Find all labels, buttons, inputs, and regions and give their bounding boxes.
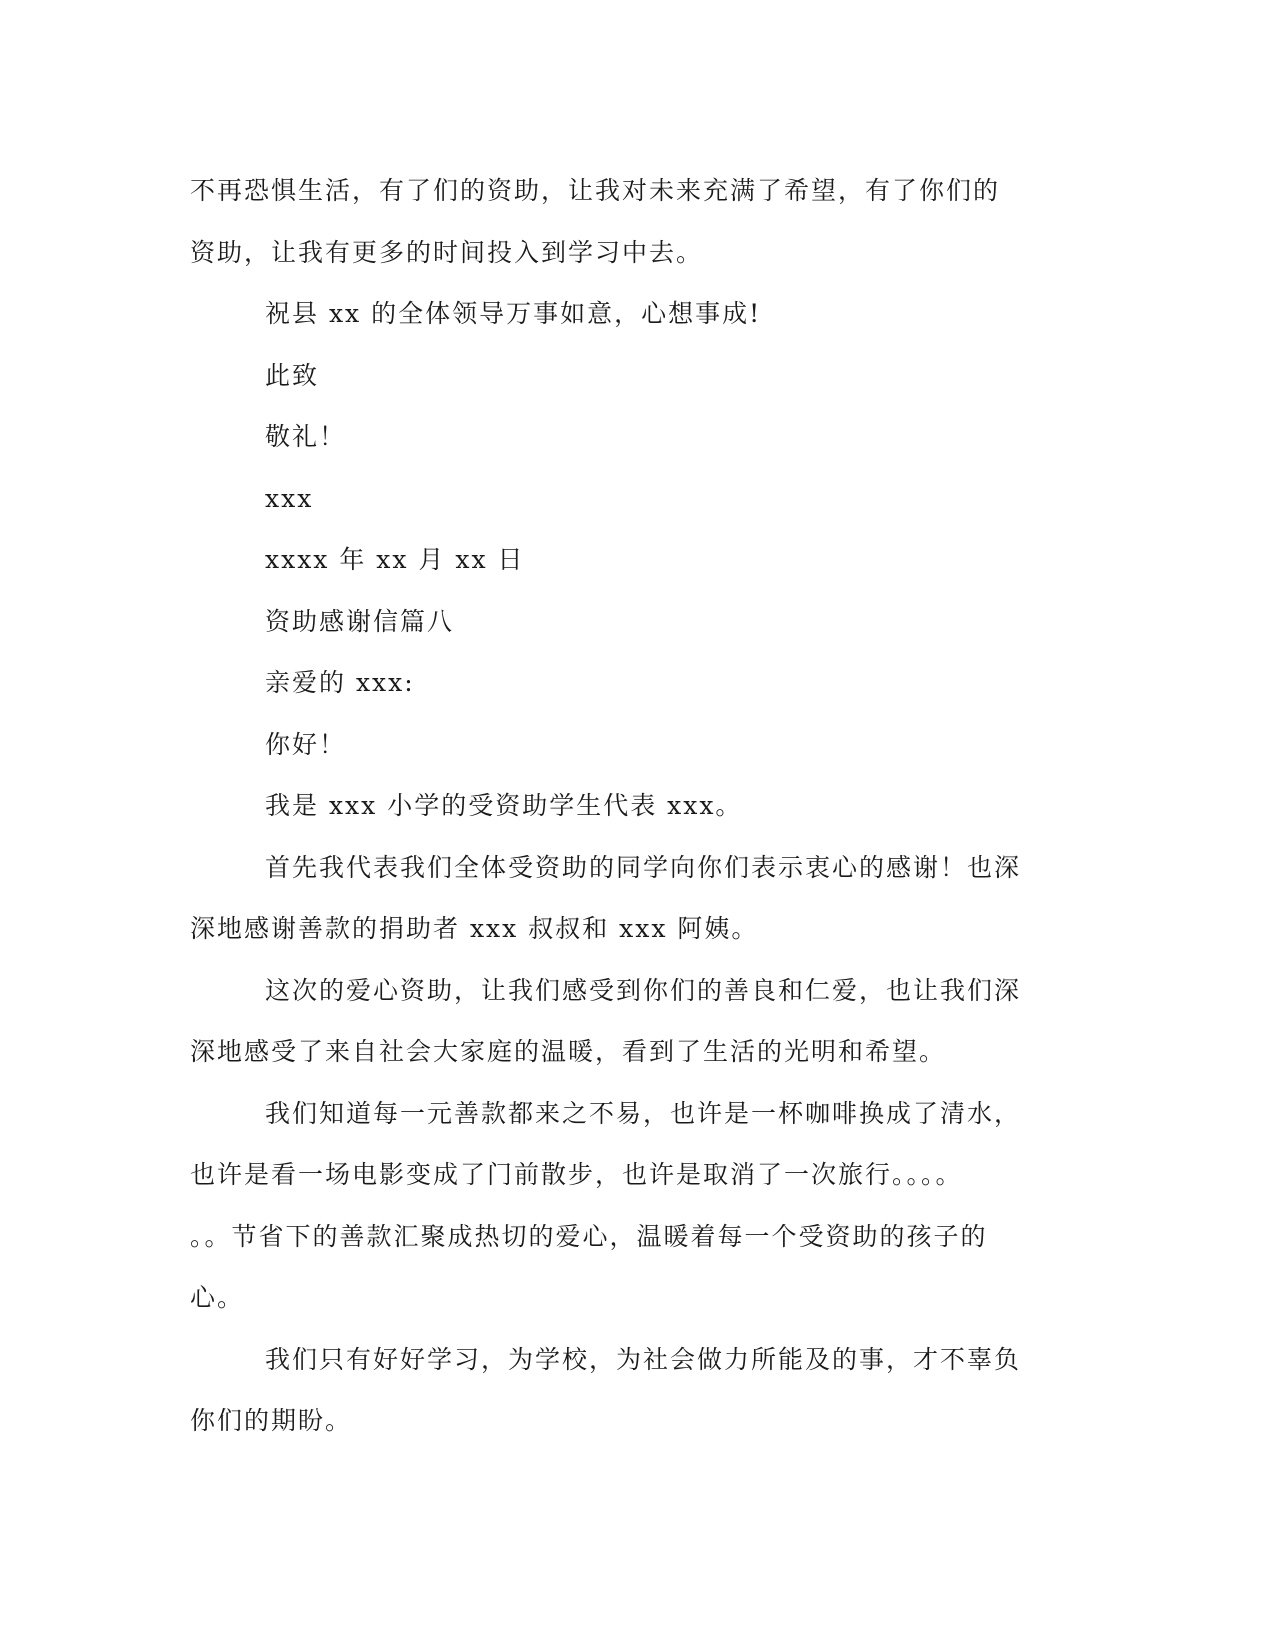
text-line: 你们的期盼。 [190, 1406, 353, 1435]
text-line: 这次的爱心资助，让我们感受到你们的善良和仁爱，也让我们深 [265, 975, 1022, 1005]
paragraph-feeling [190, 960, 1080, 1083]
text-line: 心。 [190, 1283, 245, 1312]
text-line: 资助感谢信篇八 [265, 606, 455, 636]
letter-greeting [190, 652, 1080, 714]
text-line: 祝县 xx 的全体领导万事如意，心想事成! [265, 299, 762, 328]
text-line: xxxx 年 xx 月 xx 日 [265, 545, 525, 574]
text-line: 此致 [265, 360, 320, 390]
paragraph-1 [190, 160, 1080, 283]
text-line: 敬礼！ [265, 422, 347, 451]
text-line: 也许是看一场电影变成了门前散步，也许是取消了一次旅行。。。。 [190, 1160, 963, 1189]
paragraph-commitment [190, 1329, 1080, 1452]
signature-name [190, 468, 1080, 530]
text-line: 。。节省下的善款汇聚成热切的爱心，温暖着每一个受资助的孩子的 [190, 1221, 988, 1251]
text-line: 我们知道每一元善款都来之不易，也许是一杯咖啡换成了清水， [265, 1098, 1022, 1128]
signature-date [190, 529, 1080, 591]
paragraph-thanks [190, 837, 1080, 960]
section-heading [190, 591, 1080, 653]
document-body [190, 160, 1080, 1452]
paragraph-introduction [190, 775, 1080, 837]
paragraph-donation [190, 1083, 1080, 1329]
text-line: 资助，让我有更多的时间投入到学习中去。 [190, 237, 704, 267]
text-line: 你好！ [265, 729, 347, 759]
text-line: xxx [265, 483, 314, 513]
closing-salutation-line-2 [190, 406, 1080, 468]
text-line: 不再恐惧生活，有了们的资助，让我对未来充满了希望，有了你们的 [190, 176, 1001, 205]
closing-salutation-line-1 [190, 345, 1080, 407]
text-line: 深地感受了来自社会大家庭的温暖，看到了生活的光明和希望。 [190, 1037, 947, 1066]
text-line: 深地感谢善款的捐助者 xxx 叔叔和 xxx 阿姨。 [190, 914, 759, 943]
text-line: 亲爱的 xxx: [265, 668, 415, 697]
text-line: 我们只有好好学习，为学校，为社会做力所能及的事，才不辜负 [265, 1344, 1022, 1374]
letter-hello [190, 714, 1080, 776]
text-line: 首先我代表我们全体受资助的同学向你们表示衷心的感谢！也深 [265, 852, 1022, 882]
text-line: 我是 xxx 小学的受资助学生代表 xxx。 [265, 791, 743, 820]
paragraph-2 [190, 283, 1080, 345]
